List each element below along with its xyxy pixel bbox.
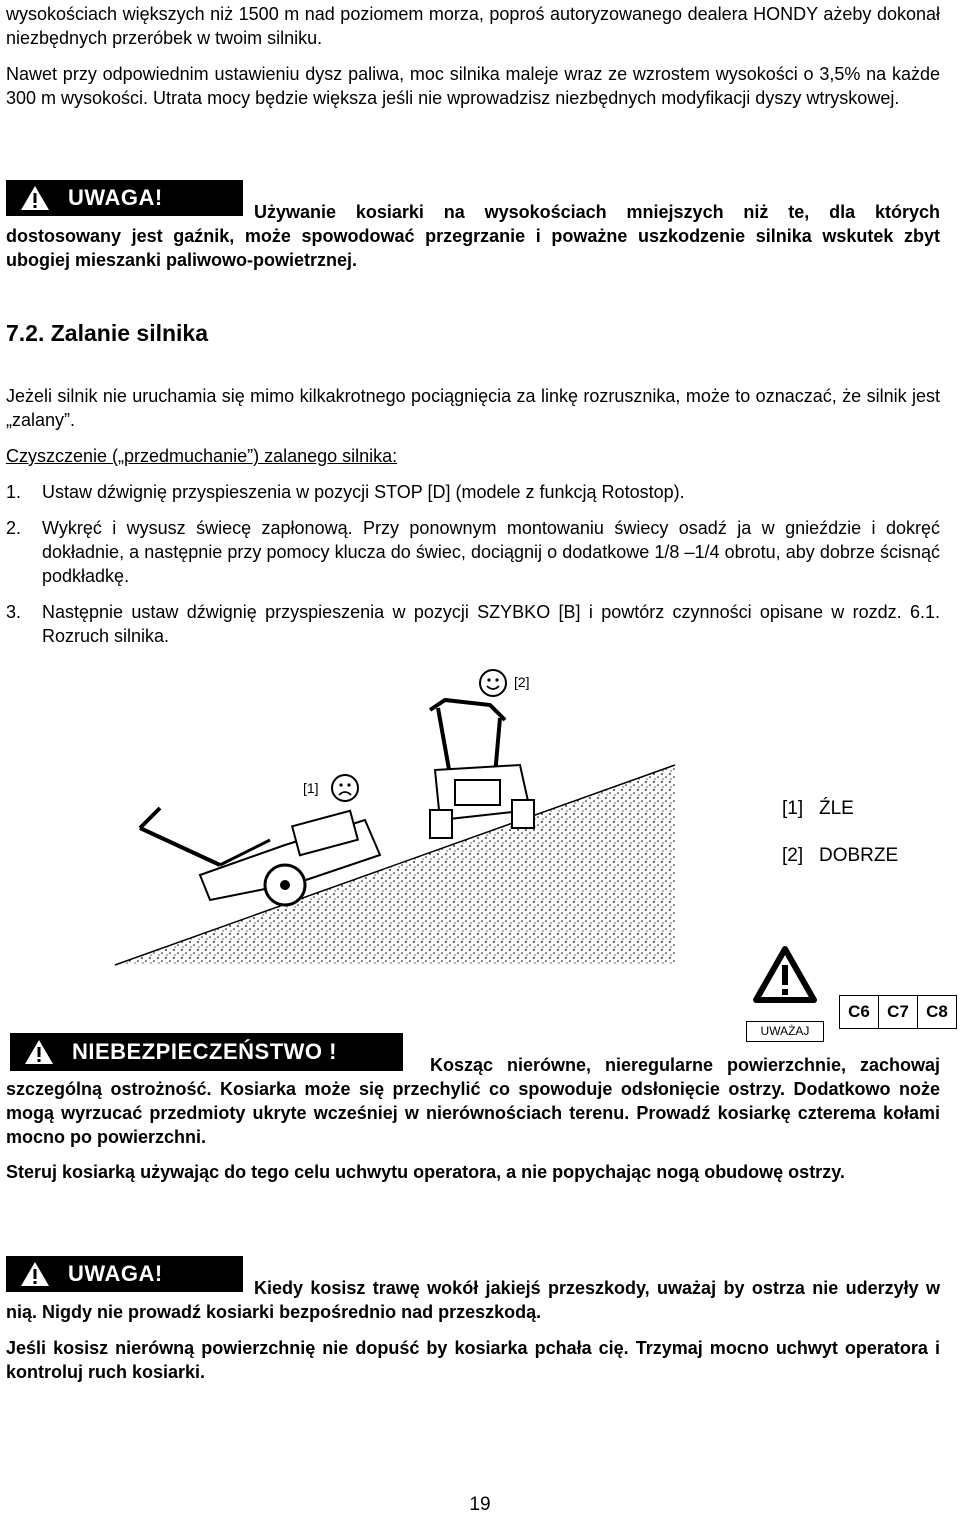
mower-good [430,700,534,838]
section-paragraph-1: Jeżeli silnik nie uruchamia się mimo kilkakrotnego pociągnięcia za linkę rozrusznika, może to oznaczać, że silnik jest „zalany”. [6,386,940,430]
legend-item-1-text: ŹLE [818,798,854,819]
legend-item-2-text: DOBRZE [818,845,899,866]
attention-triangle-icon [752,945,818,1005]
page-number: 19 [469,1494,491,1515]
model-code-c7: C7 [878,996,917,1028]
list-item-2-text: Wykręć i wysusz świecę zapłonową. Przy ponownym montowaniu świecy osadź ja w gnieździe i dokręć dokładnie, a następnie przy pomocy klucza do świec, dociągnij o dodatkowe 1/8 –1/4 obrotu, aby dobrze ścisnąć podkładkę. [42,518,940,586]
list-item-1-number: 1. [6,482,22,502]
legend-item-2-code: [2] [782,845,804,866]
list-item-1 [6,480,940,504]
model-codes [839,995,957,1029]
list-item-2 [6,516,940,588]
list-item-3-number: 3. [6,602,22,622]
section-subtitle: Czyszczenie („przedmuchanie”) zalanego silnika: [6,446,398,466]
danger-banner-label: NIEBEZPIECZEŃSTWO ! [72,1039,337,1064]
danger-paragraph-2: Steruj kosiarką używając do tego celu uchwytu operatora, a nie popychając nogą obudowę ostrzy. [6,1162,845,1182]
model-code-c8: C8 [917,996,956,1028]
intro-paragraph-1: wysokościach większych niż 1500 m nad poziomem morza, poproś autoryzowanego dealera HONDY ażeby dokonał niezbędnych przeróbek w twoim silniku. [6,4,940,48]
list-item-1-text: Ustaw dźwignię przyspieszenia w pozycji STOP [D] (modele z funkcją Rotostop). [42,482,685,502]
legend-item-2 [782,844,898,868]
warning-banner-1-label: UWAGA! [68,185,163,210]
model-code-c6: C6 [848,1002,870,1021]
list-item-2-number: 2. [6,518,22,538]
figure-label-good: [2] [514,674,530,690]
section-heading: 7.2. Zalanie silnika [6,320,208,346]
list-item-3-text: Następnie ustaw dźwignię przyspieszenia w pozycji SZYBKO [B] i powtórz czynności opisane w rozdz. 6.1. Rozruch silnika. [42,602,940,646]
danger-text: Kosząc nierówne, nieregularne powierzchnie, zachowaj szczególną ostrożność. Kosiarka może się przechylić co spowoduje odsłonięcie ostrzy. Dodatkowo noże mogą wyrzucać przedmioty ukryte wcześniej w nierównościach terenu. Prowadź kosiarkę czterema kołami mocno po powierzchni. [6,1055,940,1147]
legend-item-1 [782,797,854,821]
intro-paragraph-2: Nawet przy odpowiednim ustawieniu dysz paliwa, moc silnika maleje wraz ze wzrostem wysokości o 3,5% na każde 300 m wysokości. Utrata mocy będzie większa jeśli nie wprowadzisz niezbędnych modyfikacji dyszy wtryskowej. [6,64,940,108]
warning-banner-2-label: UWAGA! [68,1261,163,1286]
list-item-3 [6,600,940,648]
mower-slope-illustration [100,660,720,970]
warning-2-paragraph-2: Jeśli kosisz nierówną powierzchnię nie dopuść by kosiarka pchała cię. Trzymaj mocno uchwyt operatora i kontroluj ruch kosiarki. [6,1338,940,1382]
warning-1-text: Używanie kosiarki na wysokościach mniejszych niż te, dla których dostosowany jest gaźnik, może spowodować przegrzanie i poważne uszkodzenie silnika wskutek zbyt ubogiej mieszanki paliwowo-powietrznej. [6,202,940,270]
figure-label-bad: [1] [303,780,319,796]
warning-2-text: Kiedy kosisz trawę wokół jakiejś przeszkody, uważaj by ostrza nie uderzyły w nią. Nigdy nie prowadź kosiarki bezpośrednio nad przeszkodą. [6,1278,940,1322]
happy-face-icon [480,670,506,696]
legend-item-1-code: [1] [782,798,804,819]
uwazaj-label: UWAŻAJ [746,1021,824,1042]
sad-face-icon [332,775,358,801]
